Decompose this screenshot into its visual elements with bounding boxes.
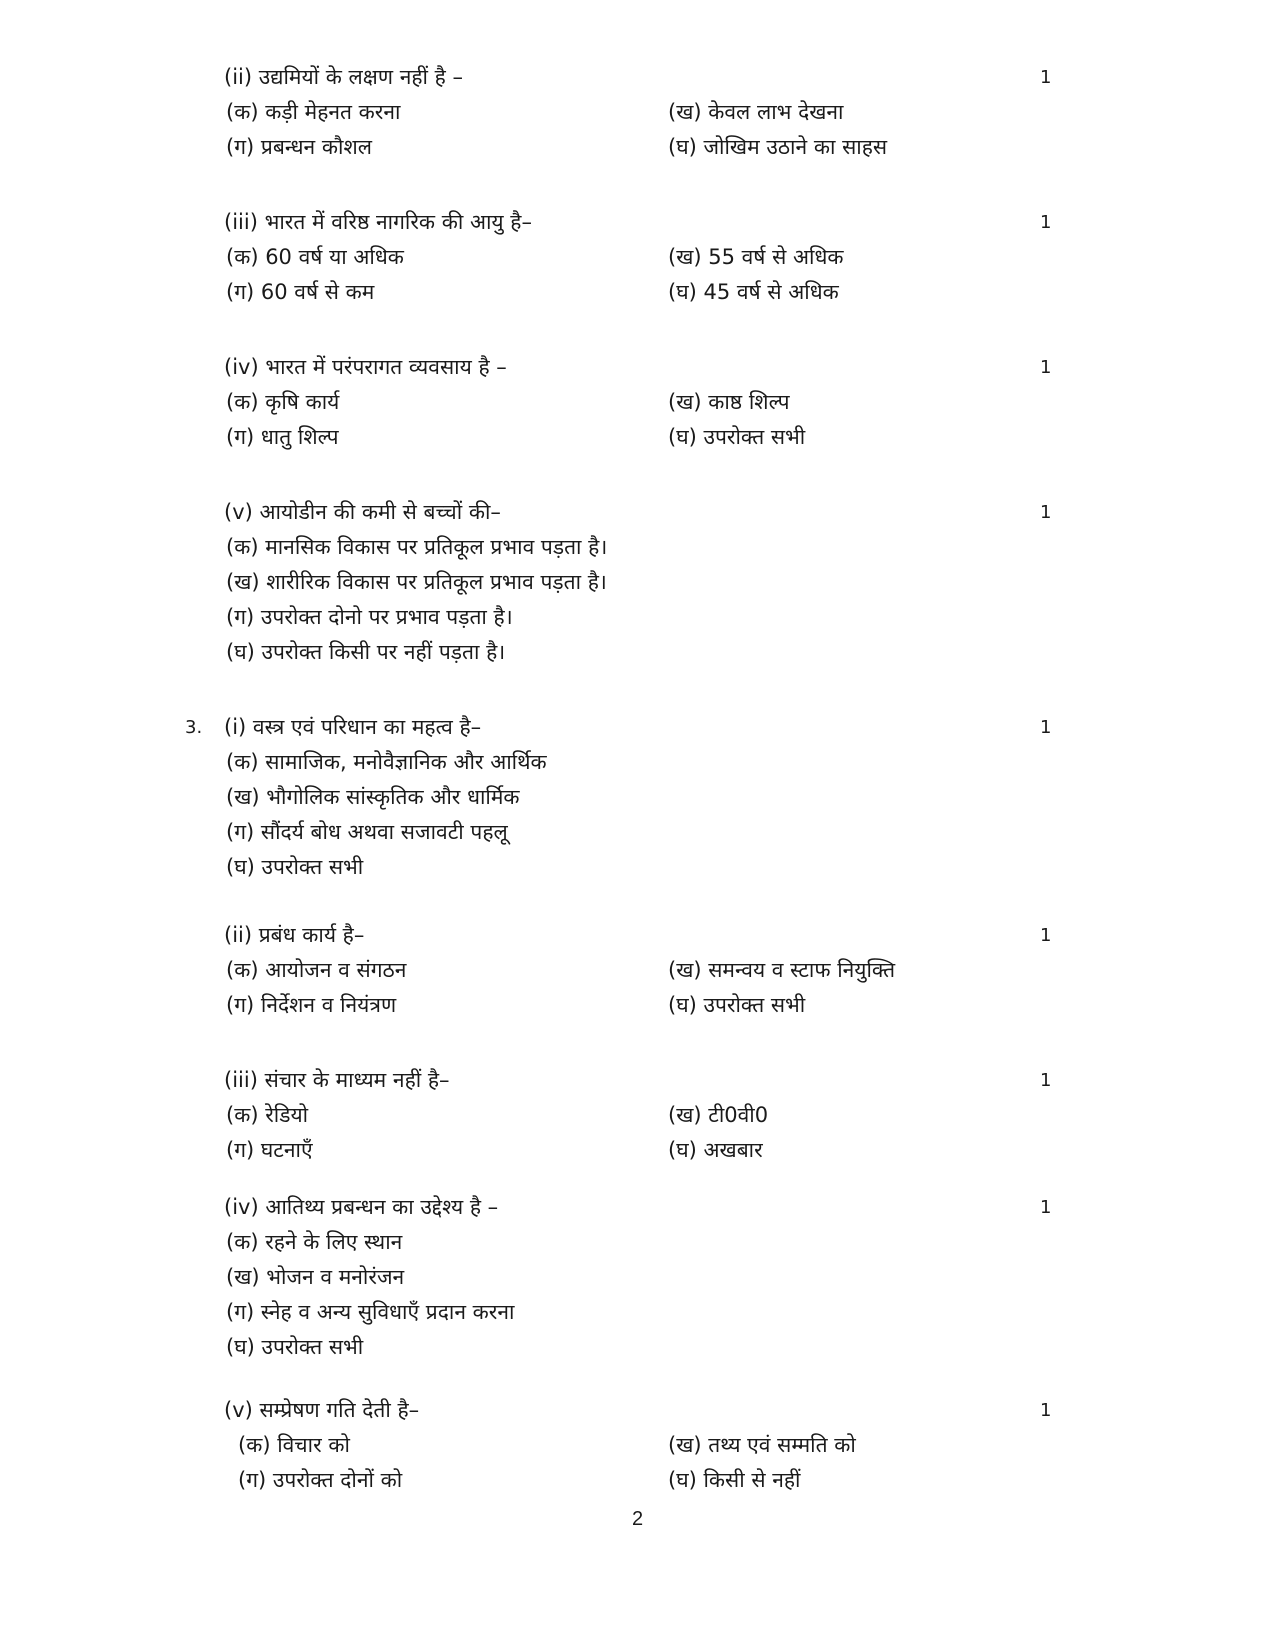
question-text: (iv) भारत में परंपरागत व्यवसाय है –	[224, 355, 507, 379]
option: (ख) तथ्य एवं सम्मति को	[668, 1433, 856, 1457]
option: (ख) 55 वर्ष से अधिक	[668, 245, 844, 269]
marks: 1	[1040, 1400, 1052, 1421]
option: (क) आयोजन व संगठन	[226, 958, 407, 982]
page-number: 2	[631, 1508, 644, 1530]
option: (ख) टी0वी0	[668, 1103, 769, 1127]
question-text: (iii) संचार के माध्यम नहीं है–	[224, 1068, 450, 1092]
question-block	[0, 1393, 1275, 1498]
option: (घ) अखबार	[668, 1138, 763, 1162]
question-text: (ii) उद्यमियों के लक्षण नहीं है –	[224, 65, 463, 89]
option: (घ) उपरोक्त सभी	[226, 855, 364, 879]
option: (घ) उपरोक्त सभी	[668, 425, 806, 449]
option: (ग) निर्देशन व नियंत्रण	[226, 993, 397, 1017]
question-text: (v) आयोडीन की कमी से बच्चों की–	[224, 500, 501, 524]
option: (क) रेडियो	[226, 1103, 309, 1127]
option: (घ) उपरोक्त सभी	[226, 1335, 364, 1359]
option: (ग) उपरोक्त दोनो पर प्रभाव पड़ता है।	[226, 605, 513, 629]
option: (क) सामाजिक, मनोवैज्ञानिक और आर्थिक	[226, 750, 547, 774]
option: (ग) 60 वर्ष से कम	[226, 280, 375, 304]
question-block	[0, 710, 1275, 885]
marks: 1	[1040, 925, 1052, 946]
question-block	[0, 1063, 1275, 1168]
option: (ग) उपरोक्त दोनों को	[238, 1468, 403, 1492]
option: (क) 60 वर्ष या अधिक	[226, 245, 404, 269]
question-block	[0, 1190, 1275, 1365]
marks: 1	[1040, 717, 1052, 738]
question-block	[0, 60, 1275, 165]
option: (घ) उपरोक्त किसी पर नहीं पड़ता है।	[226, 640, 506, 664]
option: (ग) सौंदर्य बोध अथवा सजावटी पहलू	[226, 820, 508, 844]
marks: 1	[1040, 357, 1052, 378]
option: (ग) धातु शिल्प	[226, 425, 339, 449]
question-block	[0, 495, 1275, 670]
option: (ख) काष्ठ शिल्प	[668, 390, 790, 414]
option: (क) रहने के लिए स्थान	[226, 1230, 403, 1254]
option: (घ) जोखिम उठाने का साहस	[668, 135, 888, 159]
question-number: 3.	[185, 717, 203, 738]
option: (घ) किसी से नहीं	[668, 1468, 801, 1492]
option: (क) मानसिक विकास पर प्रतिकूल प्रभाव पड़ता है।	[226, 535, 608, 559]
marks: 1	[1040, 1197, 1052, 1218]
question-text: (ii) प्रबंध कार्य है–	[224, 923, 365, 947]
question-text: (v) सम्प्रेषण गति देती है–	[224, 1398, 420, 1422]
marks: 1	[1040, 502, 1052, 523]
question-block	[0, 918, 1275, 1023]
option: (घ) उपरोक्त सभी	[668, 993, 806, 1017]
option: (ग) घटनाएँ	[226, 1138, 313, 1162]
option: (क) विचार को	[238, 1433, 350, 1457]
option: (ख) भौगोलिक सांस्कृतिक और धार्मिक	[226, 785, 520, 809]
option: (क) कृषि कार्य	[226, 390, 340, 414]
marks: 1	[1040, 1070, 1052, 1091]
marks: 1	[1040, 212, 1052, 233]
option: (ग) स्नेह व अन्य सुविधाएँ प्रदान करना	[226, 1300, 515, 1324]
question-text: (i) वस्त्र एवं परिधान का महत्व है–	[224, 715, 482, 739]
option: (ग) प्रबन्धन कौशल	[226, 135, 372, 159]
question-block	[0, 350, 1275, 455]
option: (ख) केवल लाभ देखना	[668, 100, 844, 124]
option: (क) कड़ी मेहनत करना	[226, 100, 401, 124]
option: (ख) समन्वय व स्टाफ नियुक्ति	[668, 958, 896, 982]
question-block	[0, 205, 1275, 310]
question-text: (iii) भारत में वरिष्ठ नागरिक की आयु है–	[224, 210, 532, 234]
question-text: (iv) आतिथ्य प्रबन्धन का उद्देश्य है –	[224, 1195, 499, 1219]
option: (ख) भोजन व मनोरंजन	[226, 1265, 405, 1289]
marks: 1	[1040, 67, 1052, 88]
option: (ख) शारीरिक विकास पर प्रतिकूल प्रभाव पड़ता है।	[226, 570, 607, 594]
option: (घ) 45 वर्ष से अधिक	[668, 280, 839, 304]
